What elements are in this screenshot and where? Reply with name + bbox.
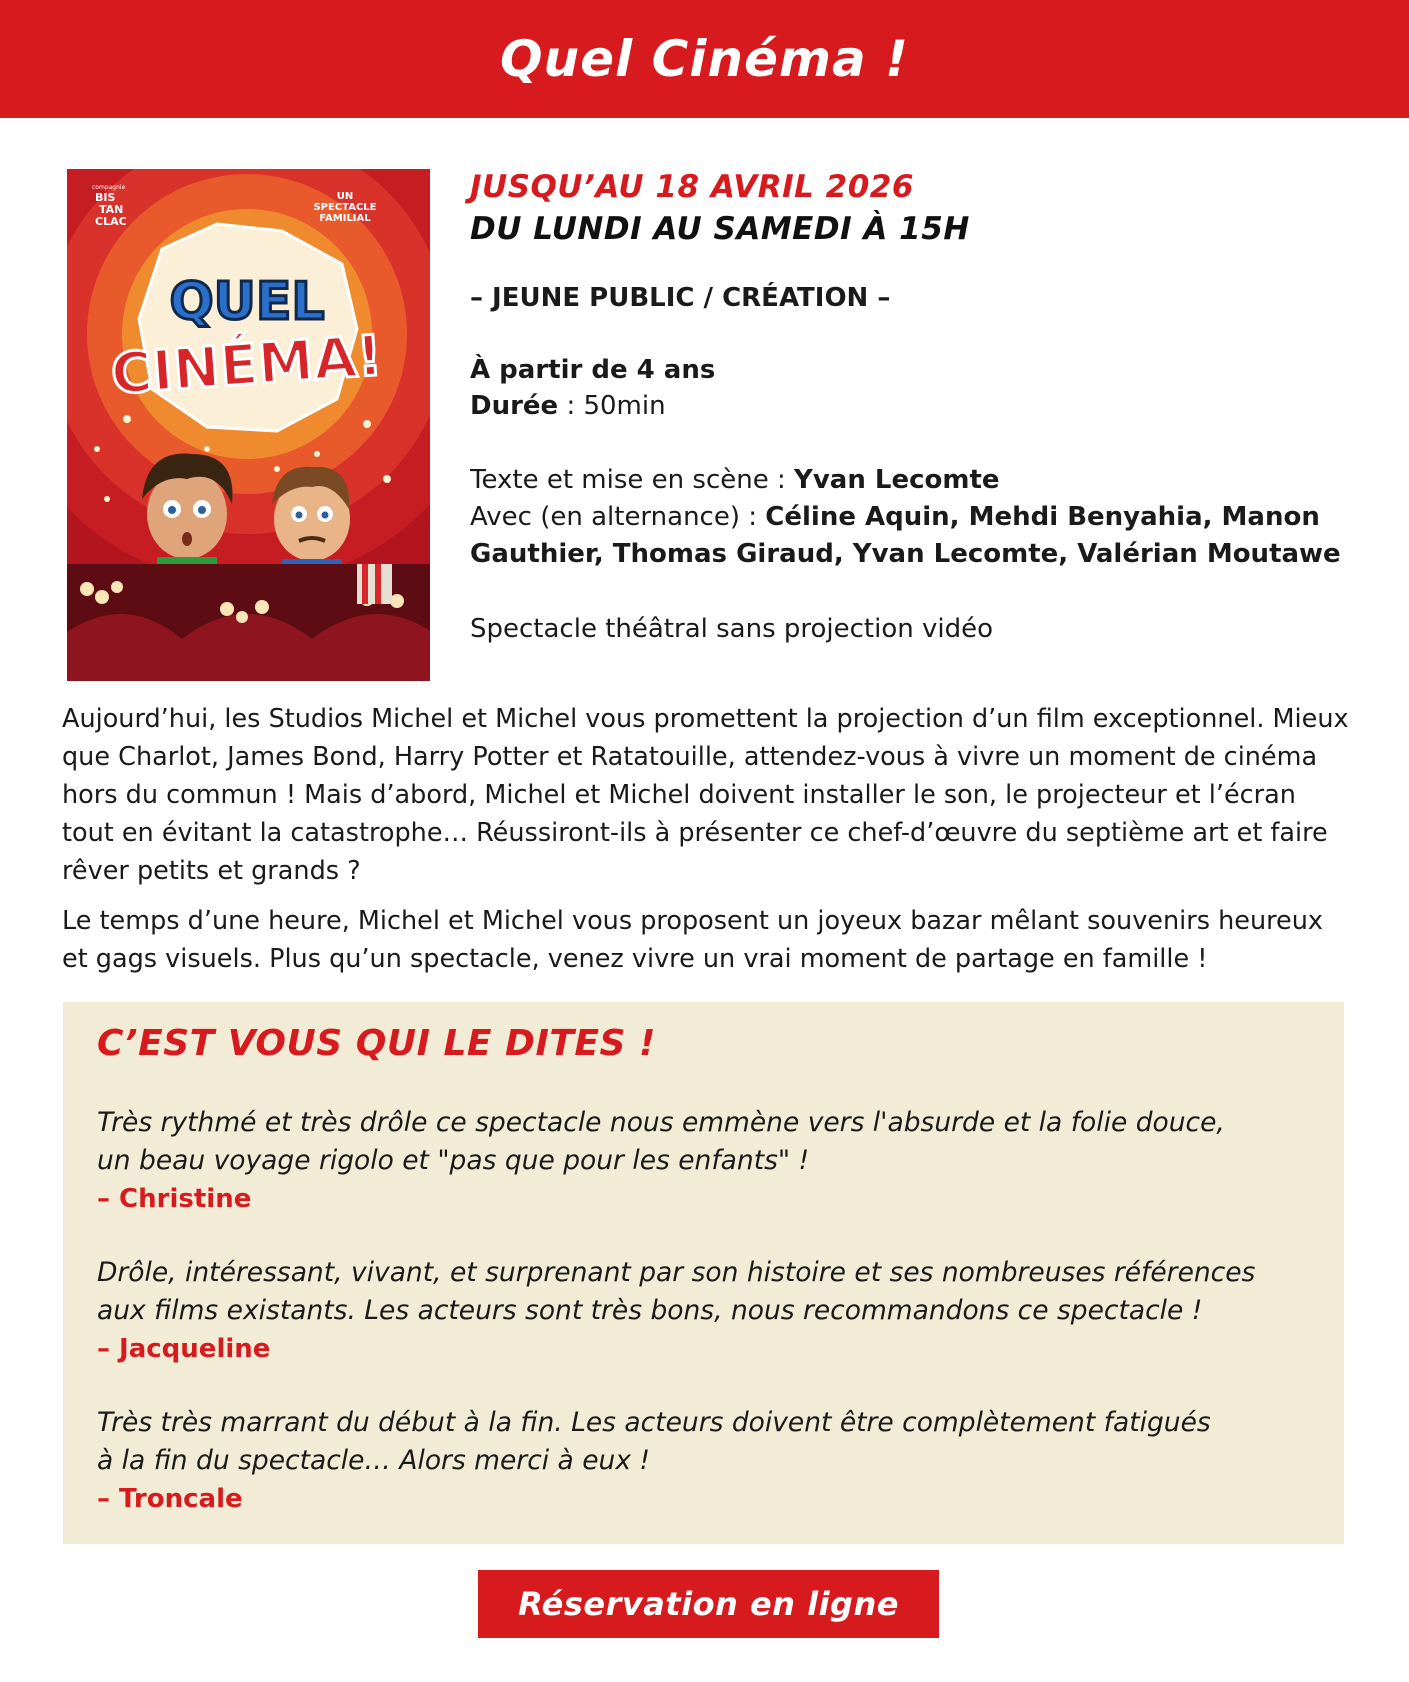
duration-label: Durée (470, 391, 559, 421)
header-bar (0, 0, 1409, 118)
company-line: CLAC (95, 215, 127, 228)
review-author: – Christine (97, 1184, 252, 1214)
company-small: compagnie (92, 184, 126, 191)
duration-value: : 50min (558, 391, 666, 421)
show-note: Spectacle théâtral sans projection vidéo (470, 614, 994, 644)
direction-label: Texte et mise en scène : (470, 465, 794, 495)
cast-label: Avec (en alternance) : (470, 502, 766, 532)
review-text: Drôle, intéressant, vivant, et surprenant par son histoire et ses nombreuses références (97, 1257, 1256, 1288)
review-text: à la fin du spectacle… Alors merci à eux ! (97, 1445, 651, 1476)
reviews-box (63, 1002, 1344, 1544)
age-range: À partir de 4 ans (470, 355, 716, 385)
cinema-seats (67, 564, 430, 681)
review-item (97, 1104, 1310, 1218)
company-line: TAN (99, 203, 124, 216)
cast-credit (470, 499, 1350, 573)
direction-credit (470, 462, 1350, 499)
genre: – JEUNE PUBLIC / CRÉATION – (470, 283, 891, 313)
tag-line: FAMILIAL (319, 213, 371, 224)
page-title: Quel Cinéma ! (500, 30, 909, 88)
review-text: Très rythmé et très drôle ce spectacle nous emmène vers l'absurde et la folie douce, (97, 1107, 1225, 1138)
review-text: aux films existants. Les acteurs sont très bons, nous recommandons ce spectacle ! (97, 1295, 1203, 1326)
review-text: un beau voyage rigolo et "pas que pour les enfants" ! (97, 1145, 810, 1176)
poster-title-quel: QUEL (169, 272, 325, 332)
run-until-date: JUSQU’AU 18 AVRIL 2026 (470, 169, 914, 205)
show-poster (67, 169, 430, 681)
review-item (97, 1254, 1310, 1368)
review-author: – Troncale (97, 1484, 243, 1514)
online-booking-button[interactable]: Réservation en ligne (478, 1570, 939, 1638)
show-description (62, 700, 1352, 978)
schedule: DU LUNDI AU SAMEDI À 15H (470, 211, 970, 247)
poster-title-cinema: CINÉMA! (108, 323, 385, 408)
description-paragraph: Aujourd’hui, les Studios Michel et Michel vous promettent la projection d’un film exceptionnel. Mieux que Charlot, James Bond, Harry Potter et Ratatouille, attendez-vous à vivre un moment de cinéma hors du commun ! Mais d’abord, Michel et Michel doivent installer le son, le projecteur et l’écran tout en évitant la catastrophe… Réussiront-ils à présenter ce chef-d’œuvre du septième art et faire rêver petits et grands ? (62, 704, 1349, 886)
tag-line: UN (336, 191, 354, 202)
review-author: – Jacqueline (97, 1334, 271, 1364)
review-text: Très très marrant du début à la fin. Les acteurs doivent être complètement fatigués (97, 1407, 1211, 1438)
cast-value: Céline Aquin, Mehdi Benyahia, Manon Gauthier, Thomas Giraud, Yvan Lecomte, Valérian Moutawe (470, 502, 1341, 569)
company-line: BIS (95, 191, 116, 204)
direction-value: Yvan Lecomte (794, 465, 1000, 495)
reviews-title: C’EST VOUS QUI LE DITES ! (97, 1023, 656, 1064)
review-item (97, 1404, 1310, 1518)
show-info (470, 166, 1350, 647)
duration (470, 388, 1350, 424)
description-paragraph: Le temps d’une heure, Michel et Michel vous proposent un joyeux bazar mêlant souvenirs heureux et gags visuels. Plus qu’un spectacle, venez vivre un vrai moment de partage en famille ! (62, 906, 1323, 974)
tag-line: SPECTACLE (313, 202, 377, 213)
